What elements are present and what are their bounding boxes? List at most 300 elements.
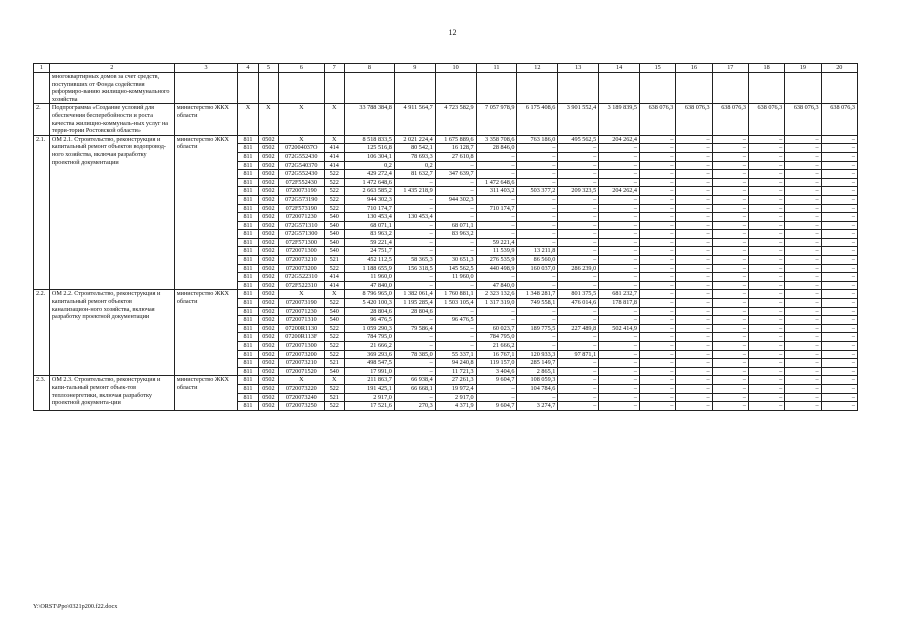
code-cell: 811 xyxy=(238,333,258,342)
value-cell: – xyxy=(517,178,558,187)
value-cell: – xyxy=(435,178,476,187)
value-cell: – xyxy=(435,281,476,290)
value-cell: 60 023,7 xyxy=(476,324,517,333)
value-cell: 8 796 965,0 xyxy=(344,290,394,299)
value-cell: 27 610,8 xyxy=(435,152,476,161)
value-cell: 1 188 655,9 xyxy=(344,264,394,273)
value-cell: – xyxy=(748,316,784,325)
value-cell: 476 014,6 xyxy=(558,299,599,308)
value-cell: 638 076,3 xyxy=(676,104,712,135)
value-cell: – xyxy=(517,393,558,402)
code-cell: 0502 xyxy=(258,238,278,247)
value-cell: 21 666,2 xyxy=(476,342,517,351)
value-cell: 638 076,3 xyxy=(821,104,857,135)
value-cell: – xyxy=(712,144,748,153)
value-cell: – xyxy=(748,342,784,351)
value-cell: 21 666,2 xyxy=(344,342,394,351)
code-cell: 811 xyxy=(238,152,258,161)
code-cell: 0502 xyxy=(258,333,278,342)
value-cell: – xyxy=(821,290,857,299)
value-cell: 944 302,3 xyxy=(344,195,394,204)
value-cell: – xyxy=(712,273,748,282)
value-cell: – xyxy=(676,333,712,342)
value-cell: 1 382 061,4 xyxy=(394,290,435,299)
code-cell: Х xyxy=(324,290,344,299)
code-cell: 0720073210 xyxy=(279,359,324,368)
value-cell: – xyxy=(640,299,676,308)
value-cell: – xyxy=(676,256,712,265)
value-cell: 801 375,5 xyxy=(558,290,599,299)
value-cell: 710 174,7 xyxy=(476,204,517,213)
value-cell: 3 901 552,4 xyxy=(558,104,599,135)
value-cell: – xyxy=(640,281,676,290)
code-cell: 811 xyxy=(238,204,258,213)
code-cell: 414 xyxy=(324,281,344,290)
code-cell: 811 xyxy=(238,316,258,325)
value-cell: – xyxy=(599,350,640,359)
value-cell: – xyxy=(599,307,640,316)
value-cell: 156 318,5 xyxy=(394,264,435,273)
table-cell xyxy=(676,73,712,104)
column-header: 13 xyxy=(558,64,599,73)
code-cell: Х xyxy=(279,376,324,385)
value-cell: 16 128,7 xyxy=(435,144,476,153)
value-cell: – xyxy=(640,195,676,204)
value-cell: 130 453,4 xyxy=(344,213,394,222)
value-cell: 1 195 285,4 xyxy=(394,299,435,308)
value-cell: 749 558,1 xyxy=(517,299,558,308)
code-cell: 0502 xyxy=(258,144,278,153)
table-cell xyxy=(279,73,324,104)
code-cell: 522 xyxy=(324,204,344,213)
value-cell: – xyxy=(821,299,857,308)
value-cell: 130 453,4 xyxy=(394,213,435,222)
value-cell: – xyxy=(558,213,599,222)
code-cell: 811 xyxy=(238,324,258,333)
code-cell: 811 xyxy=(238,264,258,273)
value-cell: – xyxy=(558,221,599,230)
code-cell: 0502 xyxy=(258,264,278,273)
value-cell: – xyxy=(558,376,599,385)
value-cell: – xyxy=(712,195,748,204)
value-cell: – xyxy=(476,273,517,282)
value-cell: – xyxy=(712,384,748,393)
value-cell: 11 721,3 xyxy=(435,367,476,376)
value-cell: – xyxy=(712,324,748,333)
code-cell: 811 xyxy=(238,256,258,265)
table-cell xyxy=(476,73,517,104)
row-number: 2. xyxy=(34,104,50,135)
value-cell: – xyxy=(785,144,821,153)
value-cell: – xyxy=(821,393,857,402)
value-cell: – xyxy=(640,238,676,247)
code-cell: 811 xyxy=(238,195,258,204)
value-cell: – xyxy=(821,213,857,222)
table-cell xyxy=(435,73,476,104)
value-cell: – xyxy=(558,367,599,376)
code-cell: 811 xyxy=(238,247,258,256)
value-cell: – xyxy=(640,350,676,359)
row-name: ОМ 2.2. Строительство, реконструкция и капитальный ремонт объектов канализацион-ного хозяйства, включая разработку проектной документации xyxy=(49,290,174,376)
value-cell: 96 476,5 xyxy=(344,316,394,325)
code-cell: 540 xyxy=(324,247,344,256)
code-cell: 811 xyxy=(238,230,258,239)
value-cell: – xyxy=(821,187,857,196)
code-cell: 0502 xyxy=(258,187,278,196)
value-cell: 1 348 281,7 xyxy=(517,290,558,299)
code-cell: 0502 xyxy=(258,213,278,222)
code-cell: 0720073250 xyxy=(279,402,324,411)
table-cell xyxy=(258,73,278,104)
value-cell: – xyxy=(394,195,435,204)
code-cell: 811 xyxy=(238,299,258,308)
code-cell: 072G573190 xyxy=(279,195,324,204)
code-cell: 0502 xyxy=(258,161,278,170)
value-cell: – xyxy=(558,144,599,153)
value-cell: – xyxy=(712,204,748,213)
value-cell: – xyxy=(394,230,435,239)
code-cell: 0502 xyxy=(258,290,278,299)
value-cell: – xyxy=(821,230,857,239)
value-cell: – xyxy=(394,238,435,247)
value-cell: 28 804,6 xyxy=(344,307,394,316)
code-cell: 0502 xyxy=(258,384,278,393)
value-cell: – xyxy=(676,170,712,179)
code-cell: 522 xyxy=(324,264,344,273)
value-cell: – xyxy=(558,316,599,325)
value-cell: – xyxy=(785,230,821,239)
value-cell: – xyxy=(558,393,599,402)
value-cell: 681 232,7 xyxy=(599,290,640,299)
executor: министерство ЖКХ области xyxy=(174,376,238,410)
value-cell: – xyxy=(640,316,676,325)
value-cell: – xyxy=(748,247,784,256)
code-cell: 0502 xyxy=(258,135,278,144)
value-cell: – xyxy=(476,161,517,170)
value-cell: – xyxy=(712,376,748,385)
code-cell: 072G571310 xyxy=(279,221,324,230)
value-cell: – xyxy=(558,170,599,179)
value-cell: 81 632,7 xyxy=(394,170,435,179)
value-cell: – xyxy=(517,273,558,282)
value-cell: – xyxy=(785,213,821,222)
value-cell: – xyxy=(785,393,821,402)
value-cell: – xyxy=(712,350,748,359)
code-cell: 522 xyxy=(324,402,344,411)
value-cell: – xyxy=(748,350,784,359)
value-cell: 285 149,7 xyxy=(517,359,558,368)
value-cell: – xyxy=(676,187,712,196)
value-cell: – xyxy=(676,402,712,411)
value-cell: 0,2 xyxy=(394,161,435,170)
table-row xyxy=(34,104,858,135)
value-cell: – xyxy=(821,367,857,376)
value-cell: – xyxy=(558,178,599,187)
value-cell: 286 239,0 xyxy=(558,264,599,273)
value-cell: – xyxy=(676,152,712,161)
value-cell: 4 371,9 xyxy=(435,402,476,411)
value-cell: – xyxy=(785,376,821,385)
column-header: 17 xyxy=(712,64,748,73)
executor: министерство ЖКХ области xyxy=(174,104,238,135)
value-cell: – xyxy=(712,178,748,187)
value-cell: – xyxy=(821,152,857,161)
value-cell: – xyxy=(676,350,712,359)
value-cell: – xyxy=(599,264,640,273)
column-header: 10 xyxy=(435,64,476,73)
value-cell: – xyxy=(599,204,640,213)
value-cell: – xyxy=(676,299,712,308)
code-cell: 522 xyxy=(324,350,344,359)
value-cell: – xyxy=(517,213,558,222)
value-cell: – xyxy=(676,273,712,282)
value-cell: – xyxy=(712,342,748,351)
code-cell: 0502 xyxy=(258,247,278,256)
value-cell: – xyxy=(712,316,748,325)
value-cell: – xyxy=(640,152,676,161)
value-cell: – xyxy=(599,195,640,204)
code-cell: 521 xyxy=(324,393,344,402)
value-cell: – xyxy=(640,376,676,385)
code-cell: 072F522310 xyxy=(279,281,324,290)
value-cell: – xyxy=(599,384,640,393)
column-header: 4 xyxy=(238,64,258,73)
code-cell: 811 xyxy=(238,350,258,359)
value-cell: – xyxy=(640,221,676,230)
value-cell: – xyxy=(712,221,748,230)
code-cell: 811 xyxy=(238,273,258,282)
value-cell: – xyxy=(558,402,599,411)
value-cell: 2 865,1 xyxy=(517,367,558,376)
value-cell: 2 021 224,4 xyxy=(394,135,435,144)
value-cell: – xyxy=(748,187,784,196)
value-cell: – xyxy=(394,178,435,187)
value-cell: – xyxy=(558,256,599,265)
code-cell: 072F552430 xyxy=(279,178,324,187)
value-cell: 58 365,3 xyxy=(394,256,435,265)
value-cell: 209 323,5 xyxy=(558,187,599,196)
value-cell: – xyxy=(748,324,784,333)
value-cell: – xyxy=(785,307,821,316)
code-cell: 0720073220 xyxy=(279,384,324,393)
value-cell: 47 840,0 xyxy=(476,281,517,290)
code-cell: 0502 xyxy=(258,342,278,351)
table-cell xyxy=(599,73,640,104)
page-number: 12 xyxy=(448,28,457,37)
value-cell: – xyxy=(748,367,784,376)
value-cell: 311 403,2 xyxy=(476,187,517,196)
value-cell: – xyxy=(712,135,748,144)
code-cell: 0502 xyxy=(258,204,278,213)
value-cell: 8 518 833,5 xyxy=(344,135,394,144)
value-cell: – xyxy=(748,152,784,161)
value-cell: 13 211,8 xyxy=(517,247,558,256)
value-cell: – xyxy=(785,221,821,230)
value-cell: 429 272,4 xyxy=(344,170,394,179)
code-cell: Х xyxy=(258,104,278,135)
value-cell: – xyxy=(558,195,599,204)
value-cell: 106 304,1 xyxy=(344,152,394,161)
value-cell: 3 274,7 xyxy=(517,402,558,411)
column-header: 1 xyxy=(34,64,50,73)
code-cell: 521 xyxy=(324,256,344,265)
value-cell: – xyxy=(558,204,599,213)
value-cell: – xyxy=(599,152,640,161)
value-cell: – xyxy=(558,384,599,393)
code-cell: 811 xyxy=(238,213,258,222)
value-cell: – xyxy=(517,316,558,325)
value-cell: 3 189 839,5 xyxy=(599,104,640,135)
value-cell: 495 562,5 xyxy=(558,135,599,144)
value-cell: – xyxy=(748,221,784,230)
value-cell: 763 186,0 xyxy=(517,135,558,144)
value-cell: – xyxy=(558,281,599,290)
value-cell: 270,3 xyxy=(394,402,435,411)
code-cell: 811 xyxy=(238,402,258,411)
code-cell: 811 xyxy=(238,290,258,299)
value-cell: 1 760 881,1 xyxy=(435,290,476,299)
code-cell: 522 xyxy=(324,324,344,333)
value-cell: 638 076,3 xyxy=(748,104,784,135)
code-cell: 522 xyxy=(324,178,344,187)
code-cell: 072004037О xyxy=(279,144,324,153)
value-cell: – xyxy=(748,213,784,222)
value-cell: – xyxy=(785,152,821,161)
value-cell: – xyxy=(640,161,676,170)
code-cell: 0502 xyxy=(258,307,278,316)
value-cell: – xyxy=(676,247,712,256)
value-cell: – xyxy=(821,256,857,265)
value-cell: – xyxy=(785,290,821,299)
value-cell: – xyxy=(676,221,712,230)
value-cell: – xyxy=(821,264,857,273)
value-cell: – xyxy=(712,281,748,290)
code-cell: 522 xyxy=(324,299,344,308)
code-cell: 072G522310 xyxy=(279,273,324,282)
value-cell: 79 586,4 xyxy=(394,324,435,333)
column-header: 14 xyxy=(599,64,640,73)
code-cell: 07200R113F xyxy=(279,333,324,342)
column-header: 2 xyxy=(49,64,174,73)
code-cell: Х xyxy=(238,104,258,135)
value-cell: – xyxy=(676,161,712,170)
value-cell: – xyxy=(640,273,676,282)
code-cell: 521 xyxy=(324,359,344,368)
value-cell: – xyxy=(599,393,640,402)
code-cell: 0502 xyxy=(258,281,278,290)
code-cell: 072G552430 xyxy=(279,170,324,179)
code-cell: 811 xyxy=(238,161,258,170)
value-cell: – xyxy=(394,367,435,376)
value-cell: 204 262,4 xyxy=(599,187,640,196)
value-cell: – xyxy=(599,316,640,325)
table-cell xyxy=(324,73,344,104)
value-cell: – xyxy=(394,342,435,351)
value-cell: – xyxy=(558,238,599,247)
column-header: 12 xyxy=(517,64,558,73)
code-cell: 811 xyxy=(238,238,258,247)
column-header: 18 xyxy=(748,64,784,73)
value-cell: – xyxy=(394,247,435,256)
code-cell: 0502 xyxy=(258,402,278,411)
value-cell: – xyxy=(748,144,784,153)
value-cell: – xyxy=(640,230,676,239)
column-header: 5 xyxy=(258,64,278,73)
value-cell: 108 059,3 xyxy=(517,376,558,385)
value-cell: – xyxy=(476,316,517,325)
value-cell: – xyxy=(821,384,857,393)
code-cell: Х xyxy=(279,290,324,299)
table-cell xyxy=(344,73,394,104)
code-cell: 0502 xyxy=(258,393,278,402)
row-name: многоквартирных домов за счет средств, поступивших от Фонда содействия реформиро-ванию жилищно-коммунального хозяйства xyxy=(49,73,174,104)
code-cell: 0720073210 xyxy=(279,256,324,265)
value-cell: – xyxy=(599,161,640,170)
code-cell: 072F573190 xyxy=(279,204,324,213)
executor: министерство ЖКХ области xyxy=(174,135,238,290)
code-cell: 0502 xyxy=(258,152,278,161)
value-cell: – xyxy=(599,273,640,282)
value-cell: 784 795,0 xyxy=(476,333,517,342)
column-header: 20 xyxy=(821,64,857,73)
value-cell: 80 542,1 xyxy=(394,144,435,153)
code-cell: 0502 xyxy=(258,230,278,239)
code-cell: 522 xyxy=(324,333,344,342)
value-cell: – xyxy=(599,281,640,290)
value-cell: – xyxy=(676,144,712,153)
value-cell: 160 037,0 xyxy=(517,264,558,273)
table-row xyxy=(34,135,858,144)
value-cell: – xyxy=(785,161,821,170)
value-cell: – xyxy=(558,230,599,239)
value-cell: 28 846,0 xyxy=(476,144,517,153)
value-cell: 784 795,0 xyxy=(344,333,394,342)
value-cell: 83 963,2 xyxy=(344,230,394,239)
value-cell: – xyxy=(599,342,640,351)
value-cell: – xyxy=(435,204,476,213)
value-cell: – xyxy=(599,213,640,222)
column-header: 19 xyxy=(785,64,821,73)
code-cell: 522 xyxy=(324,384,344,393)
code-cell: 0720071300 xyxy=(279,247,324,256)
value-cell: – xyxy=(676,230,712,239)
code-cell: 522 xyxy=(324,342,344,351)
value-cell: 191 425,1 xyxy=(344,384,394,393)
value-cell: – xyxy=(476,213,517,222)
value-cell: – xyxy=(558,333,599,342)
code-cell: 0502 xyxy=(258,324,278,333)
code-cell: 811 xyxy=(238,170,258,179)
value-cell: 1 503 105,4 xyxy=(435,299,476,308)
value-cell: – xyxy=(785,367,821,376)
executor: министерство ЖКХ области xyxy=(174,290,238,376)
value-cell: – xyxy=(517,152,558,161)
code-cell: 811 xyxy=(238,144,258,153)
value-cell: 24 751,7 xyxy=(344,247,394,256)
value-cell: – xyxy=(821,281,857,290)
value-cell: – xyxy=(599,402,640,411)
column-header: 7 xyxy=(324,64,344,73)
value-cell: – xyxy=(748,273,784,282)
value-cell: – xyxy=(599,333,640,342)
value-cell: – xyxy=(748,170,784,179)
value-cell: – xyxy=(558,359,599,368)
value-cell: – xyxy=(748,264,784,273)
value-cell: – xyxy=(599,376,640,385)
row-name: ОМ 2.1. Строительство, реконструкция и капитальный ремонт объектов водопровод-ного хозяйства, включая разработку проектной документации xyxy=(49,135,174,290)
code-cell: 072F571300 xyxy=(279,238,324,247)
table-row xyxy=(34,73,858,104)
